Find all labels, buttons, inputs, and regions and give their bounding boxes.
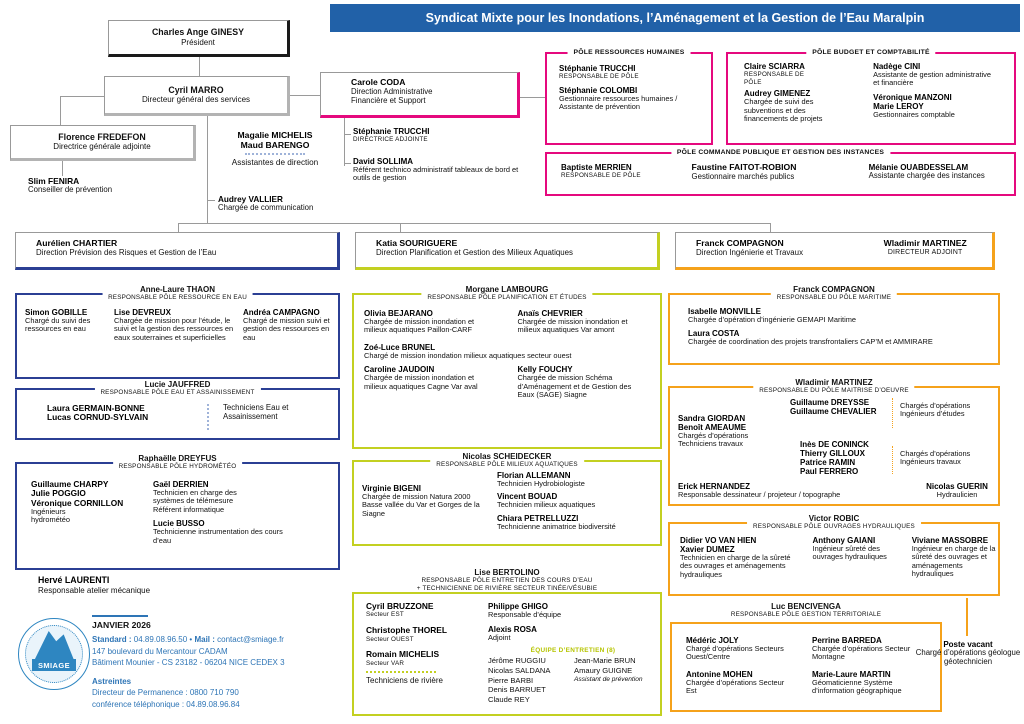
person-name: Poste vacant (943, 640, 993, 649)
pole-head (747, 514, 921, 531)
person-name: Florence FREDEFON (58, 131, 146, 142)
person-role: Chargé de mission suivi et gestion des ressources en eau (243, 316, 330, 342)
person-name: Carole CODA (351, 77, 406, 87)
person-name: Charles Ange GINESY (151, 27, 245, 38)
person-sollima (353, 157, 533, 183)
pole-budget-comptabilite (726, 49, 1016, 145)
person-name: Jean-Marie BRUN (574, 655, 636, 665)
pole-entretien-cours-eau (352, 568, 662, 716)
person-role: Technicien en charge des systèmes de télémesure (153, 488, 237, 506)
person-fouchy (517, 365, 656, 399)
person-bruzzone (366, 602, 488, 619)
person-role: Gestionnaire marchés publics (691, 171, 795, 181)
pole-title: PÔLE COMMANDE PUBLIQUE ET GESTION DES INSTANCES (671, 149, 890, 156)
person-role: Secteur EST (366, 611, 404, 619)
footer-permanence: Directeur de Permanence : 0800 710 790 (92, 688, 239, 698)
pole-gestion-territoriale (670, 602, 942, 712)
person-monville (688, 307, 994, 324)
connector-line (400, 223, 401, 232)
group-ingenieurs-hydrometeo (31, 480, 153, 550)
person-role: Direction Ingénierie et Travaux (696, 247, 804, 257)
person-role: Référent technico administratif tableaux de bord et outils de gestion (353, 165, 519, 183)
person-role: Assistante de gestion administrative et financière (873, 70, 991, 88)
person-name: Kelly FOUCHY (517, 365, 573, 375)
pole-head-role: RESPONSABLE PÔLE ENTRETIEN DES COURS D’EAU (421, 577, 593, 585)
connector-line (770, 223, 771, 232)
connector-line (207, 200, 215, 201)
connector-line (344, 134, 351, 135)
person-role: Technicienne animatrice biodiversité (497, 521, 616, 531)
person-assistantes (216, 131, 334, 168)
pole-head-name: Nicolas SCHEIDECKER (462, 452, 552, 461)
person-name: Hervé LAURENTI (38, 575, 110, 585)
pole-head-name: Morgane LAMBOURG (465, 285, 549, 294)
person-bouad (497, 492, 616, 509)
person-role: Chargée de communication (218, 203, 314, 213)
person-bejarano (364, 309, 507, 335)
box-president (108, 20, 290, 57)
pole-head (771, 285, 897, 302)
pole-title: PÔLE BUDGET ET COMPTABILITÉ (806, 49, 935, 56)
footer-date: JANVIER 2026 (92, 620, 151, 630)
person-role: DIRECTRICE ADJOINTE (353, 136, 428, 144)
person-mohen (686, 670, 798, 696)
person-manzoni-leroy (873, 93, 1012, 119)
person-name: Claire SCIARRA (744, 62, 805, 71)
person-name: Stéphanie TRUCCHI (559, 64, 636, 73)
person-role: Secteur VAR (366, 659, 405, 667)
person-role: Chargée de suivi des subventions et des financements de projets (744, 97, 823, 123)
person-role: Assistante chargée des instances (868, 171, 985, 181)
person-role: Chargée de mission inondation et milieux aquatiques Paillon-CARF (364, 317, 475, 335)
person-costa (688, 329, 994, 346)
pole-head-role: RESPONSABLE DU PÔLE MARITIME (776, 294, 892, 302)
person-role: Direction Planification et Gestion des Milieux Aquatiques (376, 247, 573, 257)
pole-head (725, 602, 887, 619)
person-name: Guillaume CHARPY (31, 479, 109, 489)
person-role: Référent informatique (153, 504, 225, 514)
person-name: Nadège CINI (873, 62, 921, 71)
pole-head-name: Anne-Laure THAON (139, 285, 216, 294)
person-brunel (364, 343, 644, 360)
person-role: Chargée de mission inondation et milieux aquatiques Cagne Var aval (364, 373, 478, 391)
footer-info (92, 615, 285, 711)
pole-head-name: Wladimir MARTINEZ (795, 378, 873, 387)
person-role: Hydraulicien (936, 490, 978, 500)
person-name: Claude REY (488, 695, 530, 705)
person-role: Directeur général des services (141, 95, 251, 105)
pole-head-name: Victor ROBIC (808, 514, 860, 523)
pole-head-name: Luc BENCIVENGA (771, 602, 841, 611)
person-jaudoin (364, 365, 507, 399)
person-campagno (243, 308, 333, 342)
person-role: Conseiller de prévention (28, 185, 113, 195)
person-name: Olivia BEJARANO (364, 309, 433, 318)
person-name: Cyril BRUZZONE (366, 601, 434, 611)
group-techniciens-riviere: Techniciens de rivière (366, 676, 443, 686)
pole-head (421, 285, 592, 302)
footer-address2: Bâtiment Mounier - CS 23182 - 06204 NICE CEDEX 3 (92, 658, 285, 668)
person-colombi (559, 86, 679, 112)
equipe-entretien-col1 (488, 656, 566, 705)
person-name: Franck COMPAGNON (696, 238, 784, 248)
person-role: Gestionnaires comptable (873, 109, 955, 119)
person-derrien (153, 480, 323, 514)
footer-divider (92, 615, 148, 617)
connector-line-vacant (966, 598, 968, 636)
person-role: Ingénieur en charge de la sûreté des ouvrages et aménagements hydrauliques (911, 544, 996, 579)
person-name: Romain MICHELIS (366, 649, 440, 660)
connector-line (520, 97, 545, 98)
pole-maitrise-oeuvre (668, 378, 1000, 506)
person-name: Véronique CORNILLON (31, 497, 124, 508)
person-role: Chargée de mission Natura 2000 Basse vallée du Var et Gorges de la Siagne (362, 492, 480, 518)
person-role: Direction Prévision des Risques et Gestion de l’Eau (36, 247, 217, 257)
person-fenira (28, 177, 112, 195)
connector-line (199, 57, 200, 76)
pole-head-role: RESPONSABLE PÔLE RESSOURCE EN EAU (108, 294, 247, 302)
pole-head (430, 452, 584, 469)
pole-title: PÔLE RESSOURCES HUMAINES (568, 49, 691, 56)
connector-line (178, 223, 179, 232)
person-gobille (25, 308, 105, 342)
group-techniciens-eau: Techniciens Eau et Assainissement (223, 403, 289, 421)
person-devreux (114, 308, 234, 342)
person-name: Baptiste MERRIEN (561, 163, 632, 172)
footer-astreintes: Astreintes (92, 676, 132, 686)
person-trucchi-adjointe (353, 127, 429, 144)
person-merrien (561, 163, 670, 182)
person-role: Chargé du suivi des ressources en eau (25, 316, 91, 334)
person-name: Perrine BARREDA (812, 636, 882, 645)
person-name: Denis BARRUET (488, 685, 546, 695)
pole-commande-publique (545, 149, 1016, 196)
footer-contact-line (92, 634, 285, 646)
person-role: Chargée de mission inondation et milieux aquatiques Var amont (517, 317, 628, 335)
group-surete-ouvrages (680, 536, 804, 583)
pole-head-role: + TECHNICIENNE DE RIVIÈRE SECTEUR TINÉE/VÉSUBIE (416, 584, 598, 592)
person-name: Anthony GAIANI (812, 536, 876, 545)
person-rosa (488, 625, 658, 642)
person-gimenez (744, 89, 861, 123)
person-bigeni (362, 462, 497, 531)
pole-head-role: RESPONSABLE PÔLE OUVRAGES HYDRAULIQUES (753, 523, 915, 531)
person-role: Chargée d’opération d’ingénierie GEMAPI Maritime (688, 315, 857, 325)
person-name: Antonine MOHEN (686, 669, 753, 679)
person-role: Technicien Hydrobiologiste (497, 479, 585, 489)
pole-milieux-aquatiques (352, 452, 662, 546)
person-role: Responsable dessinateur / projeteur / topographe (678, 490, 841, 500)
pole-head (411, 568, 603, 592)
equipe-entretien-col2 (574, 656, 643, 705)
direction-planification (355, 232, 660, 270)
person-name: Andréa CAMPAGNO (243, 308, 320, 317)
person-name: Amaury GUIGNE (574, 665, 633, 675)
person-name: Isabelle MONVILLE (688, 307, 761, 316)
person-name: Thierry GILLOUX (800, 449, 865, 459)
person-name: Lucie BUSSO (153, 519, 205, 529)
footer-address1: 147 boulevard du Mercantour CADAM (92, 646, 228, 656)
person-role: Adjoint (488, 633, 511, 643)
connector-line (344, 163, 351, 164)
pole-head-name: Raphaëlle DREYFUS (138, 454, 217, 463)
person-ghigo (488, 602, 658, 619)
pole-head-name: Lise BERTOLINO (474, 568, 540, 577)
person-role: Secteur OUEST (366, 635, 414, 643)
group-etudes-names (790, 398, 888, 416)
dotted-divider (366, 671, 436, 673)
person-role: Gestionnaire ressources humaines / Assistante de prévention (559, 93, 678, 111)
person-role: Assistantes de direction (231, 158, 319, 168)
pole-head-role: RESPONSABLE PÔLE EAU ET ASSAINISSEMENT (100, 389, 255, 397)
person-role: Chargée d’opérations Secteur Est (686, 677, 785, 696)
person-name: Gaël DERRIEN (153, 480, 209, 489)
person-trucchi-rh (559, 64, 707, 81)
dotted-divider (245, 153, 305, 155)
connector-line (344, 118, 345, 166)
smiage-logo (18, 618, 90, 690)
direction-prevision-risques (15, 232, 340, 270)
connector-line (60, 96, 105, 97)
person-joly (686, 636, 798, 662)
person-name: Patrice RAMIN (800, 458, 856, 468)
pole-ressources-humaines (545, 49, 713, 145)
person-role: Responsable atelier mécanique (38, 585, 151, 595)
person-petrelluzzi (497, 514, 616, 531)
dotted-divider (892, 446, 893, 474)
person-name: Guillaume CHEVALIER (790, 407, 877, 417)
person-role: Technicienne instrumentation des cours d’eau (153, 527, 283, 545)
person-name: Laura COSTA (688, 329, 740, 339)
person-name: Florian ALLEMANN (497, 471, 571, 480)
mail-value: contact@smiage.fr (217, 635, 284, 644)
person-massobre (912, 536, 996, 578)
person-name: Benoît AMEAUME (678, 423, 747, 433)
person-name: Inès DE CONINCK (800, 440, 869, 449)
person-name: Sandra GIORDAN (678, 414, 746, 423)
person-name: Magalie MICHELIS (237, 130, 313, 140)
person-name: Katia SOURIGUERE (376, 238, 458, 248)
person-role: RESPONSABLE DE PÔLE (561, 172, 641, 180)
pole-head-role: RESPONSABLE PÔLE GESTION TERRITORIALE (730, 611, 882, 619)
connector-line (60, 96, 61, 125)
person-faitot-robion (692, 163, 847, 182)
person-name: Xavier DUMEZ (680, 545, 735, 555)
pole-head-role: RESPONSABLE PÔLE MILIEUX AQUATIQUES (436, 461, 578, 469)
person-name: Laura GERMAIN-BONNE (47, 403, 145, 413)
person-gaiani (813, 536, 903, 578)
group-travaux-role: Chargés d’opérations Ingénieurs travaux (900, 449, 971, 467)
connector-line (207, 116, 208, 223)
person-name: Faustine FAITOT-ROBION (691, 162, 797, 172)
person-hernandez (678, 482, 903, 499)
person-name: Didier VO VAN HIEN (680, 536, 757, 545)
pole-maritime (668, 285, 1000, 365)
person-role: Chargé d’opérations géologue géotechnicien (915, 648, 1021, 666)
person-role: RESPONSABLE DE PÔLE (744, 71, 805, 86)
person-role: Chargé de mission inondation milieux aquatiques secteur ouest (364, 350, 572, 360)
pole-head-role: RESPONSABLE DU PÔLE MAITRISE D’OEUVRE (759, 387, 909, 395)
group-role: Ingénieurs hydrométéo (31, 507, 71, 525)
pole-head-name: Franck COMPAGNON (793, 285, 875, 294)
person-name: Lise DEVREUX (114, 308, 171, 317)
person-name: Anaïs CHEVRIER (517, 309, 583, 318)
standard-value: 04.89.08.96.50 (133, 635, 188, 644)
pole-planification-etudes (352, 285, 662, 449)
person-role: Direction Administrative (351, 86, 433, 96)
person-name: Véronique MANZONI (873, 92, 952, 102)
pole-head (102, 285, 253, 302)
box-coda (320, 72, 520, 118)
person-name: Mélanie OUABDESSELAM (868, 163, 969, 172)
person-name: Marie LEROY (873, 101, 924, 111)
pole-head (94, 380, 260, 397)
pole-head-role: RESPONSABLE PÔLE HYDROMÉTÉO (118, 463, 237, 471)
box-dga (10, 125, 196, 161)
person-role: Chargé d’opérations Secteurs Ouest/Centre (686, 644, 784, 662)
person-vallier (218, 195, 313, 213)
connector-line (290, 95, 320, 96)
person-laurenti (38, 576, 150, 595)
person-name: Caroline JAUDOIN (364, 365, 435, 375)
person-name: Christophe THOREL (366, 625, 447, 636)
person-name: Chiara PETRELLUZZI (497, 513, 579, 523)
group-techniciens-travaux (678, 414, 784, 449)
person-role: Assistant de prévention (574, 675, 643, 683)
box-dgs (104, 76, 290, 116)
person-allemann (497, 471, 616, 488)
person-name: Stéphanie COLOMBI (559, 85, 638, 95)
pole-eau-assainissement (15, 380, 340, 440)
person-name: Lucas CORNUD-SYLVAIN (47, 412, 149, 423)
pole-head-name: Lucie JAUFFRED (144, 380, 211, 389)
person-name: Nicolas SALDANA (488, 665, 551, 675)
person-name: Alexis ROSA (488, 625, 537, 635)
person-busso (153, 519, 323, 545)
person-name: Julie POGGIO (31, 488, 86, 499)
person-name: Erick HERNANDEZ (678, 482, 751, 491)
footer-conference: conférence téléphonique : 04.89.08.96.84 (92, 699, 240, 709)
person-role: Géomaticienne Système d’information géographique (812, 677, 902, 696)
person-martin (812, 670, 932, 696)
person-name: Wladimir MARTINEZ (883, 238, 967, 248)
bullet: • (189, 635, 193, 644)
pole-hydrometeo (15, 454, 340, 570)
person-role: Président (181, 37, 215, 47)
person-role: Responsable d’équipe (488, 610, 562, 620)
person-role: Ingénieur sûreté des ouvrages hydrauliques (812, 544, 887, 562)
person-role: Chargée d’opérations Secteur Montagne (812, 644, 911, 662)
pole-ressource-en-eau (15, 285, 340, 379)
connector-line (62, 161, 63, 176)
person-guerin (918, 482, 996, 499)
person-name: Marie-Laure MARTIN (812, 669, 891, 679)
person-name: Jérôme RUGGIU (488, 655, 546, 665)
dotted-divider (892, 398, 893, 428)
poste-vacant (912, 640, 1024, 667)
person-chevrier (517, 309, 656, 335)
person-name: Vincent BOUAD (497, 492, 558, 502)
logo-text: SMIAGE (32, 659, 76, 671)
mail-label: Mail : (194, 635, 215, 644)
standard-label: Standard : (92, 635, 132, 644)
pole-ouvrages-hydrauliques (668, 514, 1000, 596)
person-role: DIRECTEUR ADJOINT (887, 248, 963, 256)
person-germain-cornud (17, 404, 207, 430)
person-role: Financière et Support (351, 95, 426, 105)
person-name: David SOLLIMA (353, 157, 414, 166)
equipe-entretien-label: ÉQUIPE D’ENTRETIEN (8) (530, 646, 616, 654)
person-name: Philippe GHIGO (488, 602, 549, 611)
person-michelis-romain (366, 650, 488, 667)
page-title: Syndicat Mixte pour les Inondations, l’Aménagement et la Gestion de l’Eau Maralpin (425, 11, 925, 25)
person-role: Technicien milieux aquatiques (497, 500, 596, 510)
person-role: Chargée de coordination des projets transfrontaliers CAP’M et AMMIRARE (688, 337, 933, 347)
person-name: Virginie BIGENI (362, 484, 421, 493)
person-name: Audrey VALLIER (218, 195, 283, 204)
person-name: Simon GOBILLE (25, 308, 88, 317)
person-role: Chargée de mission Schéma d’Aménagement et de Gestion des Eaux (SAGE) Siagne (517, 373, 632, 399)
person-name: Aurélien CHARTIER (36, 238, 118, 248)
connector-line (178, 223, 770, 224)
person-name: Audrey GIMENEZ (744, 89, 811, 99)
person-role: Chargée de mission pour l’étude, le suivi et la gestion des ressources en eaux souterraines et superficielles (114, 316, 234, 342)
title-banner (330, 4, 1020, 32)
person-name: Slim FENIRA (28, 176, 80, 186)
person-name: Paul FERRERO (800, 467, 859, 477)
person-name: Maud BARENGO (240, 139, 310, 150)
person-name: Zoé-Luce BRUNEL (364, 342, 436, 352)
group-role: Chargés d’opérations Techniciens travaux (678, 431, 749, 449)
person-thorel (366, 626, 488, 643)
person-role: Directrice générale adjointe (53, 142, 151, 152)
person-name: Stéphanie TRUCCHI (353, 127, 430, 136)
pole-head-role: RESPONSABLE PÔLE PLANIFICATION ET ÉTUDES (427, 294, 587, 302)
person-name: Pierre BARBI (488, 675, 534, 685)
person-name: Nicolas GUERIN (926, 482, 988, 491)
group-travaux-names (800, 440, 895, 476)
person-name: Médéric JOLY (686, 636, 739, 645)
direction-ingenierie-travaux (675, 232, 995, 270)
person-name: Cyril MARRO (168, 84, 224, 95)
group-role: Technicien en charge de la sûreté des ouvrages et aménagements hydrauliques (680, 553, 791, 579)
group-etudes-role: Chargés d’opérations Ingénieurs d’études (900, 401, 971, 419)
person-name: Viviane MASSOBRE (911, 536, 989, 545)
person-ouabdesselam (869, 163, 1014, 182)
person-sciarra (744, 62, 861, 86)
person-name: Guillaume DREYSSE (790, 398, 870, 407)
person-role: RESPONSABLE DE PÔLE (559, 73, 639, 81)
person-cini (873, 62, 1012, 88)
pole-head (113, 454, 243, 471)
